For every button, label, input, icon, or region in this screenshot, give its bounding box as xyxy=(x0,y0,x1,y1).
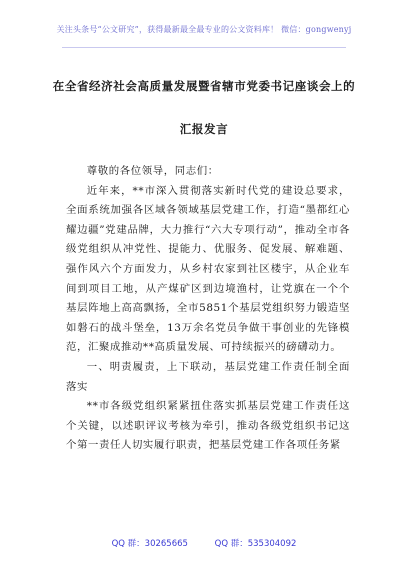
footer-qq-group-1: QQ 群：30265665 xyxy=(111,539,188,549)
paragraph-intro: 近年来，**市深入贯彻落实新时代党的建设总要求，全面系统加强各区域各领域基层党建工作，打造“墨都红心耀边疆”党建品牌，大力推行“六大专项行动”，推动全市各级党组织从冲党性、提能力、优服务、促发展、解难题、强作风六个方面发力，从乡村农家到社区楼宇，从企业车间到项目工地，从产煤矿区到边境渔村，让党旗在一个个基层阵地上高高飘扬，全市5851个基层党组织努力锻造坚如磐石的战斗堡垒，13万余名党员争做干事创业的先锋模范，汇聚成推动**高质量发展、可持续振兴的磅礴动力。 xyxy=(66,184,350,354)
document-subtitle: 汇报发言 xyxy=(179,122,229,136)
footer xyxy=(0,537,408,549)
header-notice: 关注头条号“公文研究”，获得最新最全最专业的公文资料库！ 微信：gongwenyj xyxy=(56,25,352,34)
section-heading: 一、明责履责，上下联动，基层党建工作责任制全面落实 xyxy=(66,360,350,393)
document-title: 在全省经济社会高质量发展暨省辖市党委书记座谈会上的 xyxy=(52,79,356,93)
footer-qq-group-2: QQ 群：535304092 xyxy=(214,539,297,549)
paragraph-section1: **市各级党组织紧紧扭住落实抓基层党建工作责任这个关键，以述职评议考核为牵引，推动各级党组织书记这个第一责任人切实履行职责，把基层党建工作各项任务紧 xyxy=(66,400,350,452)
header-divider xyxy=(62,47,346,48)
document-body xyxy=(66,162,350,456)
salutation: 尊敬的各位领导，同志们： xyxy=(86,165,219,177)
